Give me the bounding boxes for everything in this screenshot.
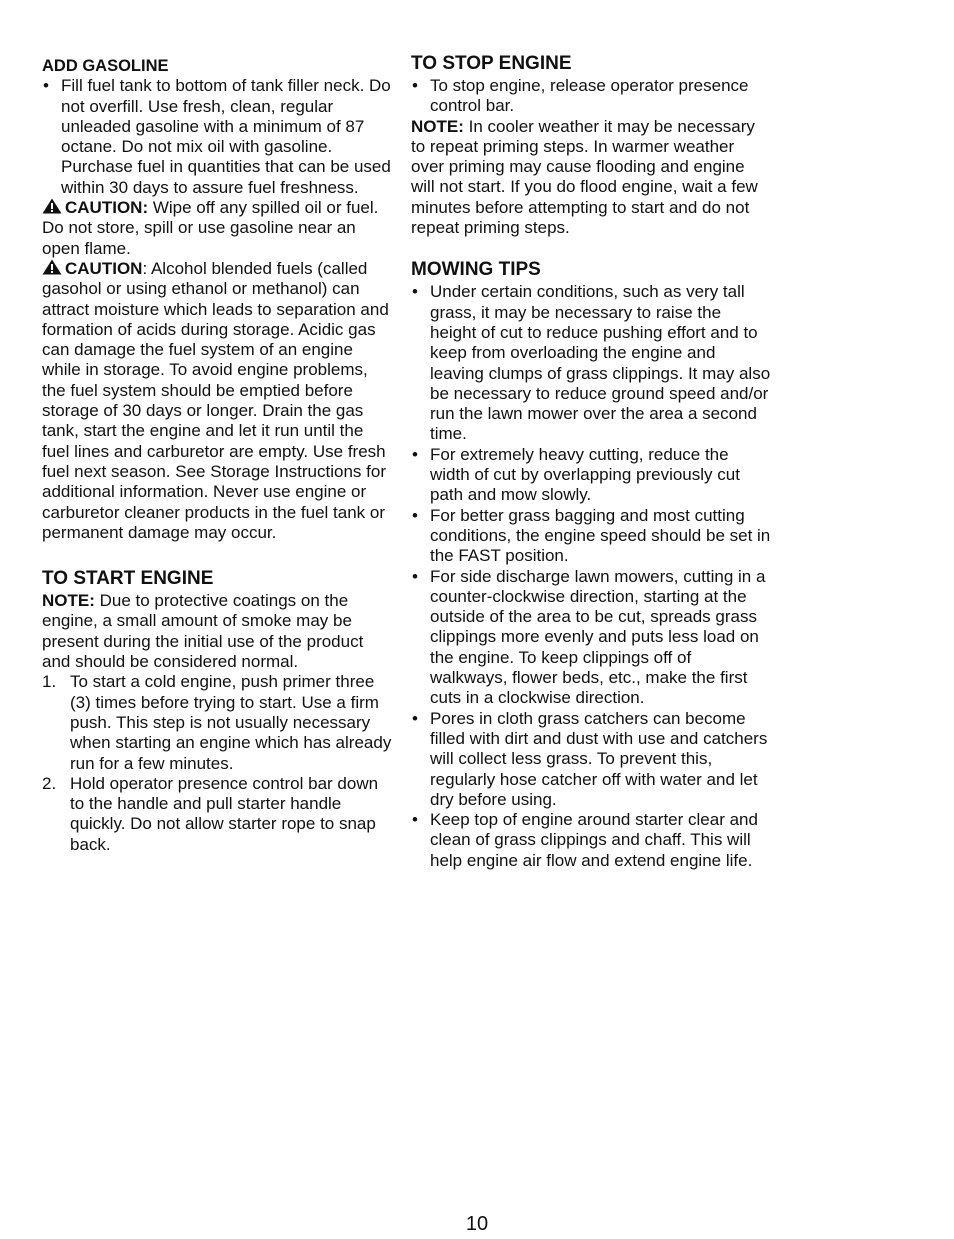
start-step-2 [42,774,392,855]
start-engine-heading: TO START ENGINE [42,568,214,590]
add-gasoline-section [42,56,392,543]
mowing-tip-item: • For extremely heavy cutting, reduce the width of cut by overlapping previously cut path and mow slowly. [411,445,771,506]
mowing-tips-heading: MOWING TIPS [411,259,541,281]
start-step-1 [42,672,392,773]
caution-label-2: CAUTION [65,258,143,278]
warning-triangle-icon [42,198,62,214]
note-label: NOTE: [411,116,464,136]
note-text: In cooler weather it may be necessary to repeat priming steps. In warmer weather over priming may cause flooding and engine will not start. If you do flood engine, wait a few minutes before attempting to start and do not repeat priming steps. [411,116,758,238]
caution-text-1: Wipe off any spilled oil or fuel. Do not store, spill or use gasoline near an open flame. [42,198,379,258]
mowing-tip-item: • Pores in cloth grass catchers can become filled with dirt and dust with use and catchers will collect less grass. To prevent this, regularly hose catcher off with water and let dry before using. [411,709,771,810]
stop-engine-section [411,52,771,238]
left-column [42,52,392,855]
mowing-tip-item: • For side discharge lawn mowers, cutting in a counter-clockwise direction, starting at the outside of the area to be cut, spreads grass clippings more evenly and puts less load on the engine. To keep clippings off of walkways, flower beds, etc., make the first cuts in a clockwise direction. [411,567,771,709]
mowing-tip-item: • For better grass bagging and most cutting conditions, the engine speed should be set in the FAST position. [411,506,771,567]
step-text: To start a cold engine, push primer three (3) times before trying to start. Use a firm push. This step is not usually necessary when starting an engine which has already run for a few minutes. [70,672,392,773]
stop-engine-bullet: • To stop engine, release operator presence control bar. [411,76,771,117]
mowing-tips-section [411,258,771,871]
step-text: Hold operator presence control bar down to the handle and pull starter handle quickly. Do not allow starter rope to snap back. [70,773,379,854]
step-number: 2. [42,773,57,793]
caution-paragraph-2 [42,259,392,543]
caution-paragraph-1 [42,198,392,259]
right-column [411,52,771,871]
note-text: Due to protective coatings on the engine, a small amount of smoke may be present during the initial use of the product and should be considered normal. [42,591,364,672]
warning-triangle-icon [42,259,62,275]
page-number: 10 [465,1213,489,1235]
mowing-tip-item: • Under certain conditions, such as very tall grass, it may be necessary to raise the height of cut to reduce pushing effort and to keep from overloading the engine and leaving clumps of grass clippings. It may also be necessary to reduce ground speed and/or run the lawn mower over the area a second time. [411,282,771,444]
caution-text-2: : Alcohol blended fuels (called gasohol or using ethanol or methanol) can attract moisture which leads to separation and formation of acids during storage. Acidic gas can damage the fuel system of an engine while in storage. To avoid engine problems, the fuel system should be emptied before storage of 30 days or longer. Drain the gas tank, start the engine and let it run until the fuel lines and carburetor are empty. Use fresh fuel next season. See Storage Instructions for additional information. Never use engine or carburetor cleaner products in the fuel tank or permanent damage may occur. [42,258,389,542]
stop-engine-heading: TO STOP ENGINE [411,53,572,74]
stop-engine-note [411,117,771,239]
start-engine-note [42,591,392,672]
step-number: 1. [42,672,57,692]
note-label: NOTE: [42,591,95,611]
mowing-tip-item: • Keep top of engine around starter clear and clean of grass clippings and chaff. This will help engine air flow and extend engine life. [411,810,771,871]
add-gasoline-bullet: • Fill fuel tank to bottom of tank filler neck. Do not overfill. Use fresh, clean, regular unleaded gasoline with a minimum of 87 octane. Do not mix oil with gasoline. Purchase fuel in quantities that can be used within 30 days to assure fuel freshness. [42,76,392,198]
add-gasoline-heading: ADD GASOLINE [42,57,169,75]
caution-label-1: CAUTION: [65,198,149,218]
start-engine-section [42,567,392,855]
